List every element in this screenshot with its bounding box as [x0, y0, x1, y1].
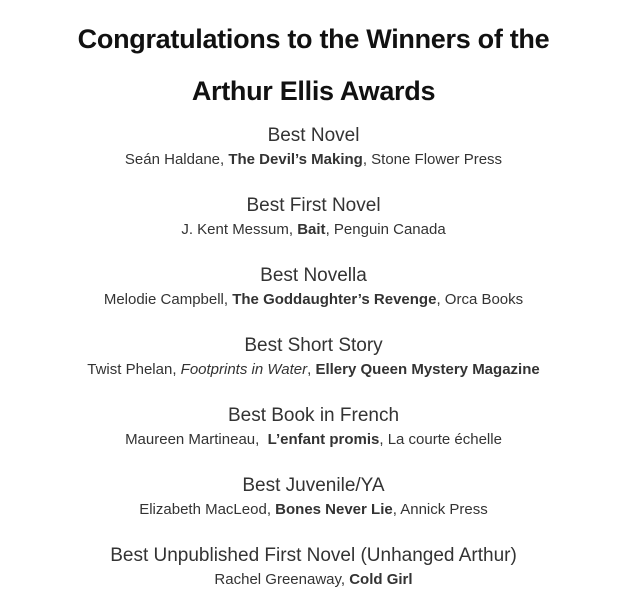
- award-category: Best Book in French: [227, 405, 400, 426]
- winner-publisher: Stone Flower Press: [371, 151, 503, 168]
- winner-title: Footprints in Water: [180, 361, 308, 378]
- award-category: Best Short Story: [244, 335, 383, 356]
- title-line-2: Arthur Ellis Awards: [191, 76, 436, 106]
- winner-author: J. Kent Messum: [181, 221, 289, 238]
- separator: ,: [392, 501, 401, 518]
- award-best-novella: [0, 263, 627, 333]
- award-category: Best First Novel: [246, 195, 381, 216]
- award-winner: [0, 219, 627, 241]
- winner-publisher: La courte échelle: [387, 431, 502, 448]
- separator: ,: [325, 221, 334, 238]
- winner-title: Cold Girl: [349, 571, 413, 588]
- separator: ,: [340, 571, 350, 588]
- separator: ,: [307, 361, 316, 378]
- separator: ,: [288, 221, 298, 238]
- winner-author: Maureen Martineau: [125, 431, 256, 448]
- winner-publisher: Penguin Canada: [333, 221, 446, 238]
- winner-author: Elizabeth MacLeod: [139, 501, 267, 518]
- award-best-juvenile-ya: [0, 473, 627, 543]
- separator: ,: [220, 151, 229, 168]
- winner-title: The Goddaughter’s Revenge: [232, 291, 437, 308]
- award-winner: [0, 359, 627, 381]
- winner-author: Seán Haldane: [124, 151, 220, 168]
- winner-title: Bait: [297, 221, 326, 238]
- title-line-1: Congratulations to the Winners of the: [77, 24, 550, 54]
- separator: ,: [223, 291, 233, 308]
- award-best-short-story: [0, 333, 627, 403]
- award-category: Best Juvenile/YA: [242, 475, 385, 496]
- winner-title: The Devil’s Making: [228, 151, 363, 168]
- winner-author: Rachel Greenaway: [214, 571, 341, 588]
- award-best-novel: [0, 123, 627, 193]
- winner-publisher: Ellery Queen Mystery Magazine: [315, 361, 540, 378]
- page-title: [0, 13, 627, 117]
- award-winner: [0, 289, 627, 311]
- award-winner: [0, 569, 627, 591]
- winner-publisher: Orca Books: [444, 291, 524, 308]
- winner-publisher: Annick Press: [400, 501, 488, 518]
- award-winner: [0, 429, 627, 451]
- winner-author: Twist Phelan: [87, 361, 173, 378]
- winner-author: Melodie Campbell: [103, 291, 224, 308]
- separator: ,: [362, 151, 372, 168]
- award-best-unpublished-first-novel: [0, 543, 627, 613]
- separator: ,: [436, 291, 445, 308]
- awards-list: [0, 123, 627, 613]
- separator: ,: [379, 431, 388, 448]
- separator: ,: [255, 431, 268, 448]
- award-category: Best Unpublished First Novel (Unhanged Arthur): [110, 545, 517, 566]
- award-winner: [0, 149, 627, 171]
- award-category: Best Novella: [260, 265, 367, 286]
- award-category: Best Novel: [267, 125, 360, 146]
- winner-title: Bones Never Lie: [275, 501, 393, 518]
- award-best-first-novel: [0, 193, 627, 263]
- separator: ,: [266, 501, 276, 518]
- separator: ,: [172, 361, 181, 378]
- award-best-book-in-french: [0, 403, 627, 473]
- winner-title: L’enfant promis: [267, 431, 380, 448]
- award-winner: [0, 499, 627, 521]
